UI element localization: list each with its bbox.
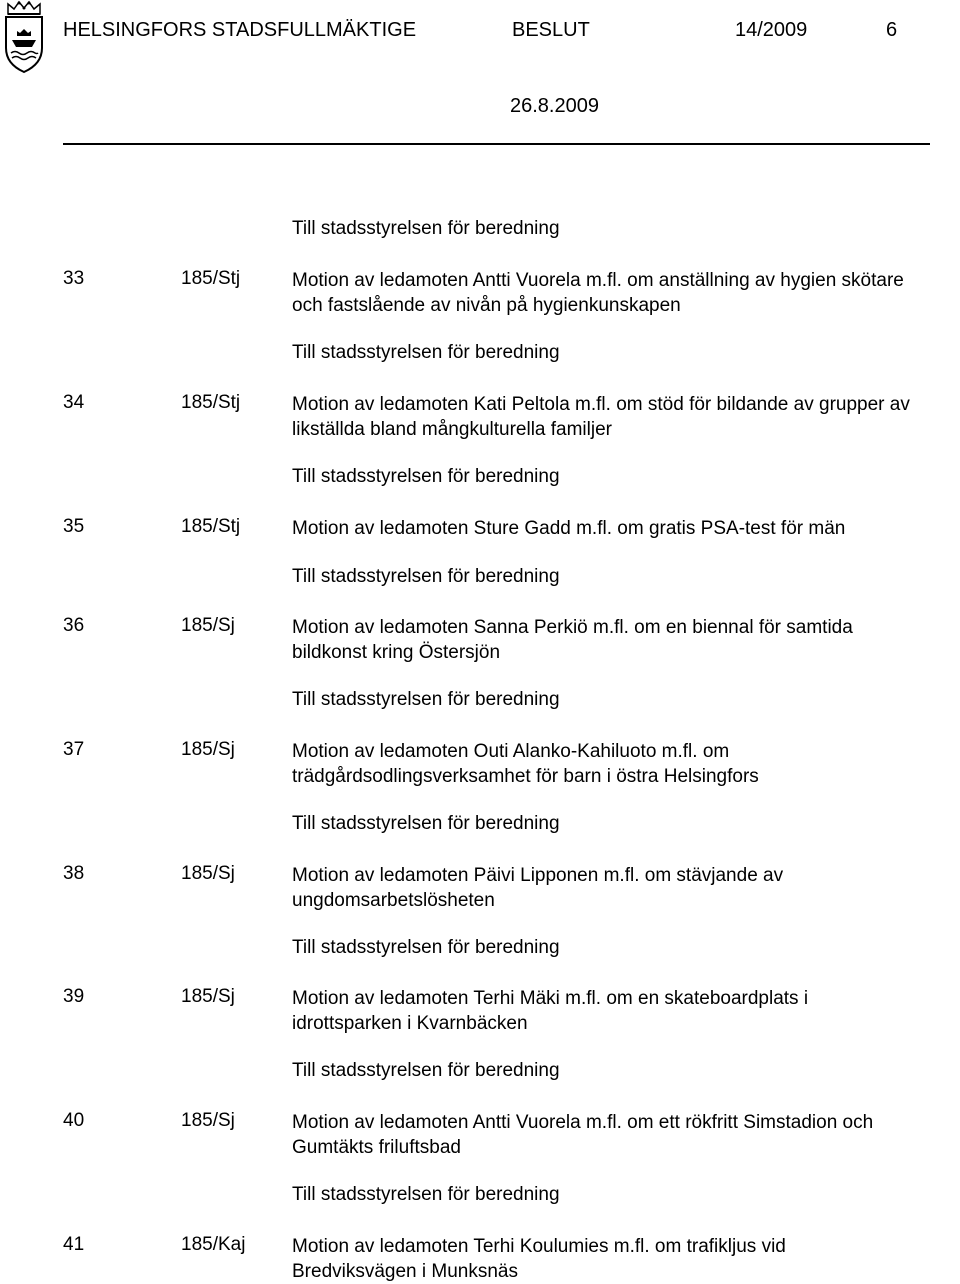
item-reference: 185/Kaj [181, 1234, 246, 1255]
item-text: Motion av ledamoten Outi Alanko-Kahiluoto m.fl. om trädgårdsodlingsverksamhet för barn i östra Helsingfors [292, 741, 759, 787]
item-decision: Till stadsstyrelsen för beredning [292, 1060, 560, 1081]
item-number: 36 [63, 615, 85, 636]
item-number: 33 [63, 268, 85, 289]
item-decision: Till stadsstyrelsen för beredning [292, 466, 560, 487]
item-decision: Till stadsstyrelsen för beredning [292, 1184, 560, 1205]
item-number: 39 [63, 986, 85, 1007]
item-number: 40 [63, 1110, 85, 1131]
item-reference: 185/Sj [181, 1110, 235, 1131]
document-type: BESLUT [512, 19, 590, 41]
page-number: 6 [886, 19, 898, 41]
document-header [63, 19, 923, 45]
item-number: 38 [63, 863, 85, 884]
item-number: 41 [63, 1234, 85, 1255]
item-text: Motion av ledamoten Sture Gadd m.fl. om gratis PSA-test för män [292, 518, 846, 539]
item-text: Motion av ledamoten Päivi Lipponen m.fl. om stävjande av ungdomsarbetslösheten [292, 865, 784, 911]
item-number: 35 [63, 516, 85, 537]
intro-decision: Till stadsstyrelsen för beredning [292, 218, 560, 239]
document-date: 26.8.2009 [510, 95, 599, 117]
helsinki-coat-of-arms-icon [2, 0, 46, 74]
item-number: 34 [63, 392, 85, 413]
item-decision: Till stadsstyrelsen för beredning [292, 342, 560, 363]
item-reference: 185/Stj [181, 392, 241, 413]
item-reference: 185/Sj [181, 863, 235, 884]
header-divider [63, 143, 930, 145]
item-decision: Till stadsstyrelsen för beredning [292, 566, 560, 587]
item-decision: Till stadsstyrelsen för beredning [292, 813, 560, 834]
item-text: Motion av ledamoten Terhi Koulumies m.fl. om trafikljus vid Bredviksvägen i Munksnäs [292, 1236, 786, 1282]
item-reference: 185/Stj [181, 516, 241, 537]
item-text: Motion av ledamoten Terhi Mäki m.fl. om en skateboardplats i idrottsparken i Kvarnbäcken [292, 988, 809, 1034]
organization-name: HELSINGFORS STADSFULLMÄKTIGE [63, 19, 417, 41]
item-decision: Till stadsstyrelsen för beredning [292, 937, 560, 958]
item-reference: 185/Stj [181, 268, 241, 289]
item-decision: Till stadsstyrelsen för beredning [292, 689, 560, 710]
item-reference: 185/Sj [181, 615, 235, 636]
item-number: 37 [63, 739, 85, 760]
item-reference: 185/Sj [181, 739, 235, 760]
item-text: Motion av ledamoten Antti Vuorela m.fl. om anställning av hygien skötare och fastslående av nivån på hygienkunskapen [292, 270, 904, 316]
item-text: Motion av ledamoten Antti Vuorela m.fl. om ett rökfritt Simstadion och Gumtäkts friluftsbad [292, 1112, 874, 1158]
document-number: 14/2009 [735, 19, 808, 41]
item-text: Motion av ledamoten Sanna Perkiö m.fl. om en biennal för samtida bildkonst kring Östersjön [292, 617, 853, 663]
item-reference: 185/Sj [181, 986, 235, 1007]
item-text: Motion av ledamoten Kati Peltola m.fl. om stöd för bildande av grupper av likställda bland mångkulturella familjer [292, 394, 910, 440]
